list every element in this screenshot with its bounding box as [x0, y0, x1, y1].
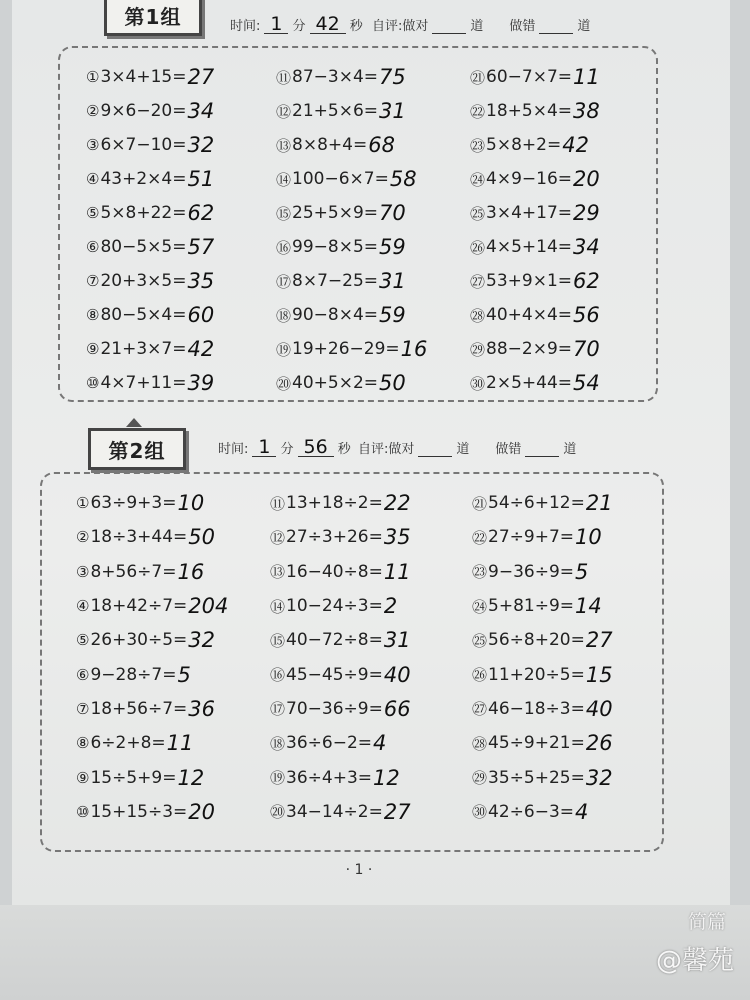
problem-row — [276, 60, 427, 94]
problem-expression: 8+56÷7= — [90, 561, 177, 582]
problem-row — [276, 162, 427, 196]
problem-number: ⑪ — [276, 68, 292, 87]
handwritten-answer[interactable]: 11 — [573, 65, 600, 89]
handwritten-answer[interactable]: 57 — [187, 235, 215, 259]
handwritten-answer[interactable]: 42 — [187, 337, 215, 361]
problem-row — [86, 60, 214, 94]
problem-number: ⑩ — [86, 374, 100, 392]
problem-row — [76, 623, 228, 657]
problem-row — [86, 128, 214, 162]
problem-expression: 25+5×9= — [292, 203, 379, 223]
problem-expression: 15÷5+9= — [90, 767, 177, 788]
problem-number: ⑰ — [276, 272, 292, 291]
problem-row — [276, 196, 427, 230]
handwritten-answer[interactable]: 34 — [187, 99, 215, 123]
handwritten-answer[interactable]: 4 — [373, 731, 387, 756]
problem-number: ⑭ — [270, 597, 286, 616]
problem-expression: 3×4+15= — [100, 67, 187, 87]
group-2-self-eval — [358, 438, 576, 457]
problem-expression: 3×4+17= — [486, 203, 573, 223]
handwritten-answer[interactable]: 12 — [177, 765, 205, 790]
handwritten-answer[interactable]: 22 — [383, 491, 411, 516]
problem-expression: 42÷6−3= — [488, 801, 575, 822]
problem-expression: 9−28÷7= — [90, 664, 177, 685]
problem-row — [472, 760, 613, 794]
problem-expression: 5×8+2= — [486, 135, 562, 155]
time-label: 时间: — [218, 442, 249, 457]
handwritten-answer[interactable]: 10 — [575, 525, 602, 550]
problem-expression: 21+5×6= — [292, 101, 379, 121]
problem-row — [472, 486, 613, 520]
problem-number: ⑬ — [270, 563, 286, 582]
problem-expression: 99−8×5= — [292, 237, 379, 257]
problem-row — [86, 162, 214, 196]
problem-number: ㉚ — [470, 374, 486, 393]
problem-row — [470, 298, 600, 332]
problem-number: ㉕ — [472, 631, 488, 650]
handwritten-answer[interactable]: 38 — [573, 99, 600, 123]
handwritten-answer[interactable]: 20 — [573, 167, 600, 191]
problem-row — [86, 196, 214, 230]
problem-row — [276, 230, 427, 264]
problem-number: ⑬ — [276, 136, 292, 155]
problem-expression: 88−2×9= — [486, 339, 573, 359]
problem-expression: 8×8+4= — [292, 135, 368, 155]
handwritten-answer[interactable]: 62 — [573, 269, 600, 293]
handwritten-answer[interactable]: 42 — [562, 133, 589, 157]
problem-number: ㉑ — [472, 494, 488, 513]
problem-number: ⑥ — [76, 665, 90, 684]
eval-label: 自评:做对 — [372, 19, 429, 34]
group-2-time — [218, 438, 351, 457]
problem-expression: 9−36÷9= — [488, 561, 575, 582]
handwritten-answer[interactable]: 16 — [400, 337, 428, 361]
handwritten-answer[interactable]: 50 — [188, 525, 215, 550]
problem-row — [270, 760, 411, 794]
group-1-time — [230, 15, 363, 34]
problem-expression: 54÷6+12= — [488, 493, 585, 514]
problem-row — [270, 623, 411, 657]
problem-expression: 18÷3+44= — [90, 527, 188, 548]
problem-expression: 20+3×5= — [100, 271, 187, 291]
problem-expression: 56÷8+20= — [488, 630, 585, 651]
problem-row — [76, 486, 228, 520]
handwritten-answer[interactable]: 58 — [389, 167, 417, 191]
handwritten-answer[interactable]: 34 — [573, 235, 600, 259]
problem-number: ⑩ — [76, 802, 90, 821]
problem-row — [76, 520, 228, 554]
problem-number: ⑲ — [270, 769, 286, 788]
problem-row — [76, 795, 228, 829]
problem-column — [270, 486, 411, 829]
frame-hook-icon — [126, 418, 142, 427]
group-1-title: 第1组 — [104, 0, 202, 36]
problem-column — [76, 486, 228, 829]
problem-number: ⑨ — [76, 768, 90, 787]
handwritten-answer[interactable]: 10 — [177, 491, 205, 516]
time-label: 时间: — [230, 19, 261, 34]
problem-expression: 4×5+14= — [486, 237, 573, 257]
problem-expression: 43+2×4= — [100, 169, 187, 189]
problem-row — [276, 128, 427, 162]
problem-row — [472, 657, 613, 691]
problem-number: ⑨ — [86, 340, 100, 358]
time-minutes: 1 — [264, 15, 288, 34]
wrong-count-blank[interactable] — [525, 442, 559, 457]
handwritten-answer[interactable]: 15 — [585, 662, 613, 687]
handwritten-answer[interactable]: 66 — [383, 696, 411, 721]
handwritten-answer[interactable]: 51 — [187, 167, 215, 191]
handwritten-answer[interactable]: 35 — [187, 269, 215, 293]
problem-number: ㉘ — [472, 734, 488, 753]
problem-expression: 35÷5+25= — [488, 767, 585, 788]
problem-row — [276, 94, 427, 128]
group-2-title: 第2组 — [88, 428, 186, 470]
problem-expression: 40+4×4= — [486, 305, 573, 325]
problem-expression: 63÷9+3= — [90, 493, 177, 514]
problem-number: ㉗ — [470, 272, 486, 291]
handwritten-answer[interactable]: 204 — [188, 594, 229, 619]
problem-expression: 53+9×1= — [486, 271, 573, 291]
problem-expression: 18+5×4= — [486, 101, 573, 121]
paper-bottom-shadow — [0, 905, 750, 1000]
problem-number: ⑤ — [76, 631, 90, 650]
problem-number: ㉙ — [472, 769, 488, 788]
problem-number: ㉔ — [470, 170, 486, 189]
problem-expression: 9×6−20= — [100, 101, 187, 121]
problem-number: ⑳ — [270, 803, 286, 822]
problem-row — [470, 196, 600, 230]
dao-label: 道 — [456, 442, 470, 457]
problem-number: ㉑ — [470, 68, 486, 87]
problem-expression: 45−45÷9= — [286, 664, 383, 685]
problem-row — [76, 589, 228, 623]
handwritten-answer[interactable]: 27 — [585, 628, 613, 653]
problem-expression: 6×7−10= — [100, 135, 187, 155]
problem-expression: 36÷6−2= — [286, 733, 373, 754]
problem-number: ⑰ — [270, 700, 286, 719]
problem-number: ① — [86, 68, 100, 86]
problem-row — [76, 760, 228, 794]
handwritten-answer[interactable]: 75 — [379, 65, 406, 89]
problem-number: ④ — [86, 170, 100, 188]
problem-expression: 80−5×4= — [100, 305, 187, 325]
problem-row — [270, 692, 411, 726]
problem-expression: 21+3×7= — [100, 339, 187, 359]
handwritten-answer[interactable]: 39 — [187, 371, 215, 395]
problem-expression: 36÷4+3= — [286, 767, 373, 788]
problem-row — [472, 726, 613, 760]
watermark-app-name: 简篇 — [687, 911, 726, 933]
problem-number: ⑯ — [276, 238, 292, 257]
problem-number: ㉒ — [470, 102, 486, 121]
problem-expression: 40−72÷8= — [286, 630, 383, 651]
problem-number: ㉓ — [470, 136, 486, 155]
problem-row — [470, 264, 600, 298]
handwritten-answer[interactable]: 11 — [166, 731, 194, 756]
problem-expression: 60−7×7= — [486, 67, 573, 87]
correct-count-blank[interactable] — [432, 19, 466, 34]
minutes-unit: 分 — [292, 19, 306, 34]
handwritten-answer[interactable]: 40 — [383, 662, 411, 687]
problem-number: ② — [86, 102, 100, 120]
problem-expression: 46−18÷3= — [488, 698, 585, 719]
problem-expression: 16−40÷8= — [286, 561, 383, 582]
handwritten-answer[interactable]: 68 — [368, 133, 395, 157]
problem-expression: 11+20÷5= — [488, 664, 585, 685]
problem-number: ㉒ — [472, 528, 488, 547]
time-seconds: 42 — [310, 15, 346, 34]
problem-number: ⑲ — [276, 340, 292, 359]
time-seconds: 56 — [298, 438, 334, 457]
problem-number: ㉙ — [470, 340, 486, 359]
problem-expression: 26+30÷5= — [90, 630, 188, 651]
problem-number: ⑧ — [76, 734, 90, 753]
problem-row — [276, 332, 427, 366]
handwritten-answer[interactable]: 21 — [585, 491, 613, 516]
handwritten-answer[interactable]: 27 — [383, 799, 411, 824]
problem-row — [470, 94, 600, 128]
handwritten-answer[interactable]: 56 — [573, 303, 600, 327]
problem-number: ⑯ — [270, 666, 286, 685]
correct-count-blank[interactable] — [418, 442, 452, 457]
problem-number: ③ — [76, 562, 90, 581]
wrong-label: 做错 — [495, 442, 522, 457]
handwritten-answer[interactable]: 4 — [575, 799, 589, 824]
problem-number: ⑧ — [86, 306, 100, 324]
problem-number: ㉖ — [472, 666, 488, 685]
wrong-count-blank[interactable] — [539, 19, 573, 34]
problem-expression: 18+42÷7= — [90, 596, 188, 617]
problem-number: ⑫ — [270, 528, 286, 547]
problem-expression: 10−24÷3= — [286, 596, 383, 617]
problem-expression: 70−36÷9= — [286, 698, 383, 719]
problem-row — [276, 366, 427, 400]
problem-row — [470, 162, 600, 196]
problem-row — [76, 657, 228, 691]
handwritten-answer[interactable]: 5 — [177, 662, 191, 687]
problem-row — [270, 486, 411, 520]
problem-number: ㉕ — [470, 204, 486, 223]
handwritten-answer[interactable]: 2 — [383, 594, 398, 619]
time-minutes: 1 — [252, 438, 276, 457]
handwritten-answer[interactable]: 29 — [573, 201, 600, 225]
problem-expression: 19+26−29= — [292, 339, 400, 359]
problem-row — [472, 795, 613, 829]
problem-row — [470, 366, 600, 400]
problem-row — [76, 555, 228, 589]
problem-number: ⑫ — [276, 102, 292, 121]
problem-number: ㉚ — [472, 803, 488, 822]
handwritten-answer[interactable]: 31 — [379, 99, 406, 123]
problem-expression: 27÷3+26= — [286, 527, 383, 548]
problem-number: ㉘ — [470, 306, 486, 325]
problem-column — [470, 60, 600, 400]
problem-expression: 18+56÷7= — [90, 698, 188, 719]
handwritten-answer[interactable]: 59 — [379, 235, 406, 259]
handwritten-answer[interactable]: 5 — [575, 559, 589, 584]
problem-row — [472, 520, 613, 554]
handwritten-answer[interactable]: 14 — [575, 594, 602, 619]
problem-number: ① — [76, 494, 90, 513]
problem-number: ⑳ — [276, 374, 292, 393]
problem-row — [270, 589, 411, 623]
problem-row — [270, 520, 411, 554]
problem-row — [270, 795, 411, 829]
problem-number: ⑥ — [86, 238, 100, 256]
handwritten-answer[interactable]: 62 — [187, 201, 215, 225]
problem-row — [86, 298, 214, 332]
problem-column — [472, 486, 613, 829]
problem-expression: 80−5×5= — [100, 237, 187, 257]
dao-label: 道 — [563, 442, 577, 457]
problem-number: ④ — [76, 597, 90, 616]
problem-number: ⑦ — [86, 272, 100, 290]
problem-expression: 5×8+22= — [100, 203, 187, 223]
watermark-author: @馨苑 — [655, 946, 734, 976]
eval-label: 自评:做对 — [358, 442, 415, 457]
problem-expression: 87−3×4= — [292, 67, 379, 87]
problem-row — [472, 589, 613, 623]
problem-number: ㉖ — [470, 238, 486, 257]
problem-column — [276, 60, 427, 400]
problem-row — [276, 298, 427, 332]
problem-number: ㉗ — [472, 700, 488, 719]
problem-number: ⑪ — [270, 494, 286, 513]
problem-row — [86, 366, 214, 400]
problem-number: ㉔ — [472, 597, 488, 616]
handwritten-answer[interactable]: 35 — [383, 525, 411, 550]
problem-row — [76, 692, 228, 726]
problem-expression: 15+15÷3= — [90, 801, 188, 822]
group-1-problem-box — [58, 46, 658, 402]
problem-expression: 4×7+11= — [100, 373, 187, 393]
problem-expression: 90−8×4= — [292, 305, 379, 325]
problem-expression: 13+18÷2= — [286, 493, 383, 514]
problem-row — [270, 726, 411, 760]
problem-expression: 4×9−16= — [486, 169, 573, 189]
problem-number: ⑱ — [276, 306, 292, 325]
problem-number: ⑦ — [76, 699, 90, 718]
dao-label: 道 — [470, 19, 484, 34]
handwritten-answer[interactable]: 32 — [585, 765, 613, 790]
handwritten-answer[interactable]: 36 — [188, 696, 215, 721]
problem-row — [270, 657, 411, 691]
problem-expression: 40+5×2= — [292, 373, 379, 393]
handwritten-answer[interactable]: 70 — [379, 201, 406, 225]
handwritten-answer[interactable]: 26 — [585, 731, 613, 756]
problem-expression: 6÷2+8= — [90, 733, 166, 754]
problem-row — [270, 555, 411, 589]
page-number: · 1 · — [345, 862, 373, 878]
handwritten-answer[interactable]: 20 — [188, 799, 215, 824]
handwritten-answer[interactable]: 31 — [379, 269, 406, 293]
problem-row — [76, 726, 228, 760]
problem-expression: 100−6×7= — [292, 169, 389, 189]
problem-expression: 8×7−25= — [292, 271, 379, 291]
problem-expression: 45÷9+21= — [488, 733, 585, 754]
group-2-problem-box — [40, 472, 664, 852]
handwritten-answer[interactable]: 27 — [187, 65, 215, 89]
problem-number: ③ — [86, 136, 100, 154]
minutes-unit: 分 — [280, 442, 294, 457]
handwritten-answer[interactable]: 11 — [383, 559, 411, 584]
problem-number: ⑭ — [276, 170, 292, 189]
handwritten-answer[interactable]: 59 — [379, 303, 406, 327]
problem-number: ⑤ — [86, 204, 100, 222]
handwritten-answer[interactable]: 32 — [187, 133, 215, 157]
handwritten-answer[interactable]: 12 — [373, 765, 400, 790]
problem-row — [276, 264, 427, 298]
problem-row — [470, 60, 600, 94]
problem-row — [472, 623, 613, 657]
handwritten-answer[interactable]: 32 — [188, 628, 215, 653]
problem-row — [472, 555, 613, 589]
handwritten-answer[interactable]: 40 — [585, 696, 613, 721]
problem-row — [86, 264, 214, 298]
problem-row — [470, 332, 600, 366]
problem-number: ⑮ — [276, 204, 292, 223]
problem-row — [86, 230, 214, 264]
seconds-unit: 秒 — [337, 442, 351, 457]
group-1-self-eval — [372, 15, 590, 34]
problem-number: ⑱ — [270, 734, 286, 753]
problem-column — [86, 60, 214, 400]
problem-row — [472, 692, 613, 726]
problem-expression: 5+81÷9= — [488, 596, 575, 617]
problem-row — [86, 94, 214, 128]
problem-expression: 27÷9+7= — [488, 527, 575, 548]
problem-number: ② — [76, 528, 90, 547]
problem-number: ㉓ — [472, 563, 488, 582]
problem-row — [470, 230, 600, 264]
problem-expression: 34−14÷2= — [286, 801, 383, 822]
problem-row — [86, 332, 214, 366]
problem-number: ⑮ — [270, 631, 286, 650]
wrong-label: 做错 — [509, 19, 536, 34]
handwritten-answer[interactable]: 31 — [383, 628, 411, 653]
seconds-unit: 秒 — [349, 19, 363, 34]
handwritten-answer[interactable]: 54 — [573, 371, 600, 395]
handwritten-answer[interactable]: 16 — [177, 559, 205, 584]
handwritten-answer[interactable]: 60 — [187, 303, 215, 327]
problem-expression: 2×5+44= — [486, 373, 573, 393]
dao-label: 道 — [577, 19, 591, 34]
handwritten-answer[interactable]: 70 — [573, 337, 600, 361]
handwritten-answer[interactable]: 50 — [379, 371, 406, 395]
problem-row — [470, 128, 600, 162]
